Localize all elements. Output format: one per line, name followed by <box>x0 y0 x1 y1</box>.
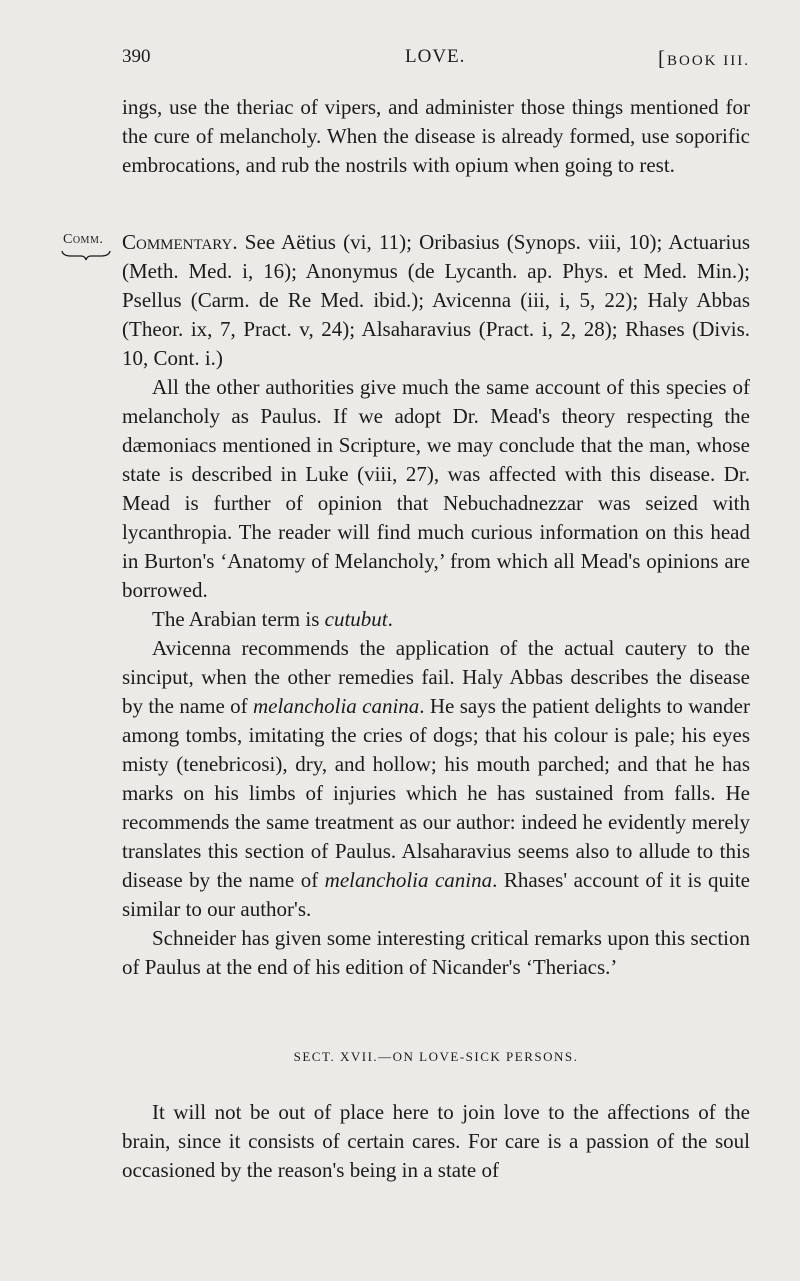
book-number: BOOK III. <box>667 53 750 69</box>
commentary-heading: Commentary. <box>122 230 238 254</box>
intro-block <box>122 93 750 180</box>
italic-term: melancholia canina <box>252 694 420 718</box>
commentary-paragraph <box>122 228 750 373</box>
final-paragraph: It will not be out of place here to join love to the affections of the brain, since it consists of certain cares. For care is a passion of the soul occasioned by the reason's being in a state of <box>122 1100 750 1182</box>
comm-margin-note <box>63 232 111 261</box>
text-run: . Rhases' account of it is quite similar to our author's. <box>122 868 750 921</box>
paragraph-arabian-term <box>122 605 750 634</box>
paragraph-avicenna <box>122 634 750 924</box>
page-number: 390 <box>122 46 151 67</box>
section-title: SECT. XVII.—ON LOVE-SICK PERSONS. <box>293 1049 579 1064</box>
final-block <box>122 1098 750 1185</box>
comm-label: Comm. <box>63 232 104 247</box>
text-run: . <box>387 607 393 631</box>
commentary-block <box>122 228 750 982</box>
running-title: LOVE. <box>405 46 466 67</box>
intro-paragraph: ings, use the theriac of vipers, and administer those things mentioned for the cure of melancholy. When the disease is already formed, use soporific embrocations, and rub the nostrils with opium when going to rest. <box>122 95 750 177</box>
page-header <box>122 46 750 76</box>
italic-term: cutubut <box>324 607 388 631</box>
book-label <box>658 46 750 71</box>
paragraph-authorities: All the other authorities give much the same account of this species of melancholy as Paulus. If we adopt Dr. Mead's theory respecting the dæmoniacs mentioned in Scripture, we may conclude that the man, whose state is described in Luke (viii, 27), was affected with this disease. Dr. Mead is further of opinion that Nebuchadnezzar was seized with lycanthropia. The reader will find much curious information on this head in Burton's ‘Anatomy of Melancholy,’ from which all Mead's opinions are borrowed. <box>122 375 750 602</box>
text-run: Avicenna recommends the application of the actual cautery to the sinciput, when the other remedies fail. Haly Abbas describes the disease by the name of <box>122 636 750 718</box>
commentary-text: See Aëtius (vi, 11); Oribasius (Synops. viii, 10); Actuarius (Meth. Med. i, 16); Anonymus (de Lycanth. ap. Phys. et Med. Min.); Psellus (Carm. de Re Med. ibid.); Avicenna (iii, i, 5, 22); Haly Abbas (Theor. ix, 7, Pract. v, 24); Alsaharavius (Pract. i, 2, 28); Rhases (Divis. 10, Cont. i.) <box>122 230 750 370</box>
text-run: The Arabian term is <box>152 607 325 631</box>
italic-term: melancholia canina <box>324 868 493 892</box>
paragraph-schneider: Schneider has given some interesting critical remarks upon this section of Paulus at the end of his edition of Nicander's ‘Theriacs.’ <box>122 926 750 979</box>
book-bracket: [ <box>658 46 667 70</box>
text-run: . He says the patient delights to wander among tombs, imitating the cries of dogs; that his colour is pale; his eyes misty (tenebricosi), dry, and hollow; his mouth parched; and that he has marks on his limbs of injuries which he has sustained from falls. He recommends the same treatment as our author: indeed he evidently merely translates this section of Paulus. Alsaharavius seems also to allude to this disease by the name of <box>122 694 751 892</box>
brace-icon <box>61 249 111 261</box>
